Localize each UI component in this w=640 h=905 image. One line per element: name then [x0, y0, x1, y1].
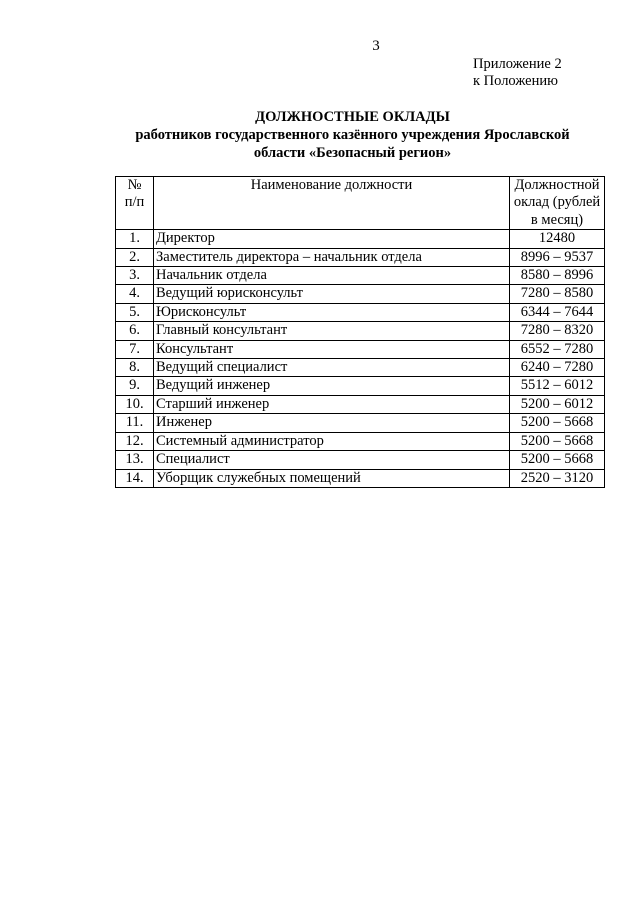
row-number: 10. [116, 395, 154, 413]
header-salary-line-3: в месяц) [530, 211, 584, 228]
row-position: Системный администратор [154, 432, 510, 450]
table-row [116, 230, 605, 248]
table-row [116, 451, 605, 469]
row-number: 7. [116, 340, 154, 358]
row-salary: 8580 – 8996 [510, 267, 605, 285]
header-number [116, 177, 154, 230]
table-row [116, 322, 605, 340]
row-salary: 8996 – 9537 [510, 248, 605, 266]
row-number: 13. [116, 451, 154, 469]
table-row [116, 248, 605, 266]
salary-table [115, 176, 605, 488]
table-row [116, 267, 605, 285]
row-position: Консультант [154, 340, 510, 358]
row-salary: 5200 – 5668 [510, 414, 605, 432]
table-row [116, 285, 605, 303]
table-row [116, 395, 605, 413]
row-number: 3. [116, 267, 154, 285]
row-position: Юрисконсульт [154, 303, 510, 321]
header-number-line-2: п/п [124, 194, 145, 211]
row-number: 4. [116, 285, 154, 303]
row-position: Ведущий инженер [154, 377, 510, 395]
appendix-line-1: Приложение 2 [473, 56, 562, 72]
row-number: 12. [116, 432, 154, 450]
row-position: Заместитель директора – начальник отдела [154, 248, 510, 266]
table-row [116, 377, 605, 395]
row-salary: 6240 – 7280 [510, 359, 605, 377]
row-salary: 6344 – 7644 [510, 303, 605, 321]
row-salary: 2520 – 3120 [510, 469, 605, 487]
row-position: Главный консультант [154, 322, 510, 340]
row-salary: 6552 – 7280 [510, 340, 605, 358]
table-row [116, 303, 605, 321]
row-position: Директор [154, 230, 510, 248]
document-title [100, 108, 605, 162]
row-salary: 7280 – 8580 [510, 285, 605, 303]
row-position: Ведущий юрисконсульт [154, 285, 510, 303]
row-position: Инженер [154, 414, 510, 432]
row-number: 2. [116, 248, 154, 266]
table-row [116, 469, 605, 487]
table-row [116, 414, 605, 432]
row-salary: 5200 – 5668 [510, 451, 605, 469]
row-salary: 12480 [510, 230, 605, 248]
row-number: 5. [116, 303, 154, 321]
title-line-2: работников государственного казённого учреждения Ярославской [135, 127, 570, 143]
table-header-row [116, 177, 605, 230]
appendix-reference [473, 56, 562, 90]
row-number: 8. [116, 359, 154, 377]
row-salary: 7280 – 8320 [510, 322, 605, 340]
title-line-3: области «Безопасный регион» [253, 145, 452, 161]
row-position: Старший инженер [154, 395, 510, 413]
header-salary-line-1: Должностной [514, 177, 600, 193]
row-number: 6. [116, 322, 154, 340]
appendix-line-2: к Положению [473, 73, 558, 89]
table-row [116, 359, 605, 377]
row-salary: 5200 – 5668 [510, 432, 605, 450]
header-salary [510, 177, 605, 230]
row-salary: 5200 – 6012 [510, 395, 605, 413]
table-row [116, 432, 605, 450]
title-main: ДОЛЖНОСТНЫЕ ОКЛАДЫ [255, 109, 450, 125]
table-row [116, 340, 605, 358]
row-number: 9. [116, 377, 154, 395]
page-number: 3 [372, 38, 380, 54]
row-position: Специалист [154, 451, 510, 469]
row-number: 11. [116, 414, 154, 432]
row-position: Уборщик служебных помещений [154, 469, 510, 487]
row-position: Начальник отдела [154, 267, 510, 285]
header-position-name: Наименование должности [154, 177, 510, 230]
header-number-line-1: № [127, 177, 142, 193]
row-number: 1. [116, 230, 154, 248]
row-salary: 5512 – 6012 [510, 377, 605, 395]
row-number: 14. [116, 469, 154, 487]
row-position: Ведущий специалист [154, 359, 510, 377]
header-salary-line-2: оклад (рублей [513, 194, 601, 211]
